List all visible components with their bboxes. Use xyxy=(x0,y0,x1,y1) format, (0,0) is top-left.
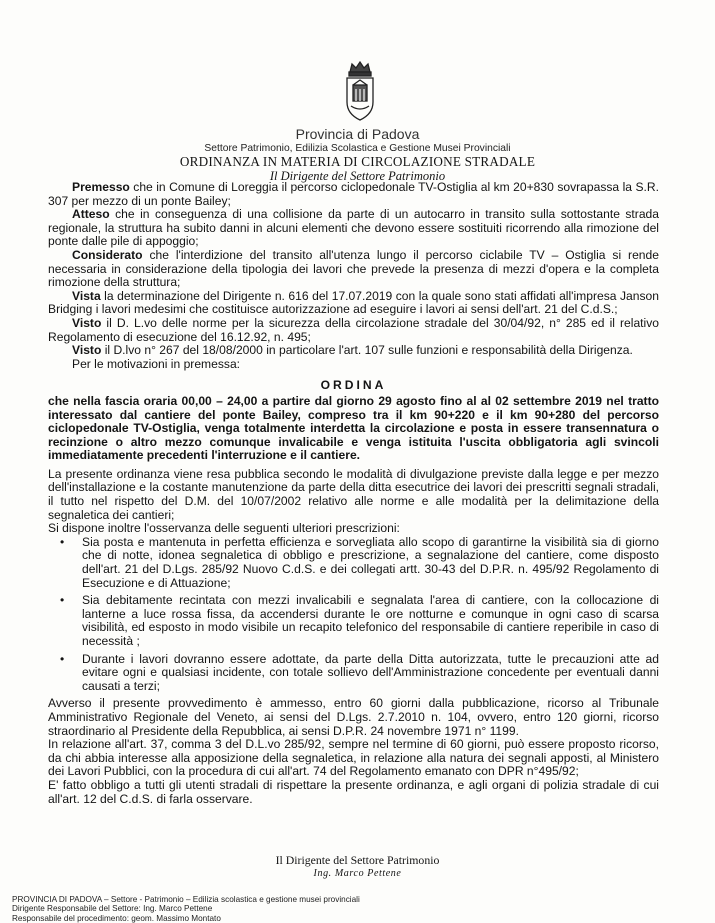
sector-name: Settore Patrimonio, Edilizia Scolastica e Gestione Musei Provinciali xyxy=(204,143,511,154)
paragraph-text: il D.lvo n° 267 del 18/08/2000 in particolare l'art. 107 sulle funzioni e responsabilità della Dirigenza. xyxy=(101,343,633,358)
premise-paragraph xyxy=(48,317,659,344)
premise-paragraph xyxy=(48,249,659,290)
keyword: Visto xyxy=(72,343,102,358)
appeal-paragraph: Avverso il presente provvedimento è ammesso, entro 60 giorni dalla pubblicazione, ricorso al Tribunale Amministrativo Regionale del Veneto, ai sensi del D.Lgs. 2.7.2010 n. 104, ovvero, entro 120 giorni, ricorso straordinario al Presidente della Repubblica, ai sensi D.P.R. 24 novembre 1971 n° 1199. xyxy=(48,696,659,738)
bullet-icon: • xyxy=(60,534,65,549)
prescriptions-list xyxy=(48,536,659,694)
signature-role: Il Dirigente del Settore Patrimonio xyxy=(275,853,440,867)
paragraph-text: che l'interdizione del transito all'utenza lungo il percorso ciclabile TV – Ostiglia si rende necessaria in considerazione della tipologia dei lavori che prevede la presenza di mezzi d'opera e la completa rimozione della struttura; xyxy=(48,247,659,290)
paragraph-text: che in conseguenza di una collisione da parte di un autocarro in transito sulla sottostante strada regionale, la struttura ha subito danni in alcuni elementi che devono essere sostituiti ricorrendo alla rimozione del ponte dalle pile di appoggio; xyxy=(48,207,659,249)
document-title: ORDINANZA IN MATERIA DI CIRCOLAZIONE STRADALE xyxy=(179,154,536,169)
list-item-text: Sia debitamente recintata con mezzi invalicabili e segnalata l'area di cantiere, con la collocazione di lanterne a luce rossa fissa, da accendersi durante le ore notturne e comunque in ogni caso di scarsa visibilità, ed esposto in modo visibile un recapito telefonico del responsabile di cantiere reperibile in caso di necessità ; xyxy=(82,593,659,648)
list-item xyxy=(60,593,659,648)
keyword: Atteso xyxy=(72,207,110,222)
publication-paragraph: La presente ordinanza viene resa pubblica secondo le modalità di divulgazione previste dalla legge e per mezzo dell'installazione e la costante manutenzione da parte della ditta esecutrice dei lavori dei prescritti segnali stradali, il tutto nel rispetto del D.M. del 10/07/2002 relativo alle norme e alle modalità per la delimitazione della segnaletica dei cantieri; xyxy=(48,466,659,522)
obligation-paragraph: E' fatto obbligo a tutti gli utenti stradali di rispettare la presente ordinanza, e agli organi di polizia stradale di cui all'art. 12 del C.d.S. di farla osservare. xyxy=(48,777,659,806)
keyword: Visto xyxy=(72,315,102,330)
signature-name: Ing. Marco Pettene xyxy=(313,868,402,879)
paragraph-text: il D. L.vo delle norme per la sicurezza della circolazione stradale del 30/04/92, n° 285 ed il relativo Regolamento di esecuzione del 16.12.92, n. 495; xyxy=(48,315,659,344)
order-text: che nella fascia oraria 00,00 – 24,00 a partire dal giorno 29 agosto fino al al 02 settembre 2019 nel tratto interessato dal cantiere del ponte Bailey, compreso tra il km 90+220 e il km 90+280 del percorso ciclopedonale TV-Ostiglia, venga totalmente interdetta la circolazione e posta in essere transennatura o recinzione o altro mezzo comunque invalicabile e venga istituita l'uscita obbligatoria agli svincoli immediatamente precedenti l'interruzione e il cantiere. xyxy=(48,393,659,463)
premise-paragraph xyxy=(48,181,659,208)
list-item-text: Sia posta e mantenuta in perfetta efficienza e sorvegliata allo scopo di garantirne la visibilità sia di giorno che di notte, idonea segnaletica di obbligo e prescrizione, a segnalazione del cantiere, come disposto dell'art. 21 del D.Lgs. 285/92 Nuovo C.d.S. e dei collegati artt. 30-43 del D.P.R. n. 495/92 Regolamento di Esecuzione e di Attuazione; xyxy=(82,534,659,590)
premise-paragraph xyxy=(48,208,659,249)
bullet-icon: • xyxy=(60,651,65,666)
list-item-text: Durante i lavori dovranno essere adottate, da parte della Ditta autorizzata, tutte le precauzioni atte ad evitare ogni e qualsiasi incidente, con totale sollievo dell'Amministrazione concedente per eventuali danni causati a terzi; xyxy=(82,651,659,693)
motivation-line: Per le motivazioni in premessa: xyxy=(72,356,241,371)
keyword: Considerato xyxy=(72,247,143,262)
province-name: Provincia di Padova xyxy=(295,126,420,142)
premise-paragraph xyxy=(48,290,659,317)
footer-line: Dirigente Responsabile del Settore: Ing. Marco Pettene xyxy=(12,904,213,914)
keyword: Vista xyxy=(72,288,101,303)
appeal-paragraph-2: In relazione all'art. 37, comma 3 del D.L.vo 285/92, sempre nel termine di 60 giorni, può essere proposto ricorso, da chi abbia interesse alla apposizione della segnaletica, in relazione alla natura dei segnali apposti, al Ministero dei Lavori Pubblici, con la procedura di cui all'art. 74 del Regolamento emanato con DPR n°495/92; xyxy=(48,737,659,779)
paragraph-text: la determinazione del Dirigente n. 616 del 17.07.2019 con la quale sono stati affidati all'impresa Janson Bridging i lavori medesimi che costituisce autorizzazione ad eseguire i lavori ai sensi dell'art. 21 del C.d.S.; xyxy=(48,288,659,317)
issuer-line: Il Dirigente del Settore Patrimonio xyxy=(269,169,446,183)
province-crest-icon xyxy=(342,58,378,124)
premise-paragraph xyxy=(48,344,659,358)
document-body xyxy=(48,181,659,806)
ordina-heading: ORDINA xyxy=(320,378,387,393)
prescriptions-intro: Si dispone inoltre l'osservanza delle seguenti ulteriori prescrizioni: xyxy=(48,521,400,536)
footer-line: Responsabile del procedimento: geom. Massimo Montato xyxy=(12,913,221,923)
bullet-icon: • xyxy=(60,593,65,608)
footer xyxy=(12,895,360,923)
list-item xyxy=(60,534,659,590)
list-item xyxy=(60,651,659,694)
footer-line: PROVINCIA DI PADOVA – Settore - Patrimonio – Edilizia scolastica e gestione musei provinciali xyxy=(12,895,360,904)
paragraph-text: che in Comune di Loreggia il percorso ciclopedonale TV-Ostiglia al km 20+830 sovrapassa la S.R. 307 per mezzo di un ponte Bailey; xyxy=(48,180,659,208)
keyword: Premesso xyxy=(72,180,130,194)
